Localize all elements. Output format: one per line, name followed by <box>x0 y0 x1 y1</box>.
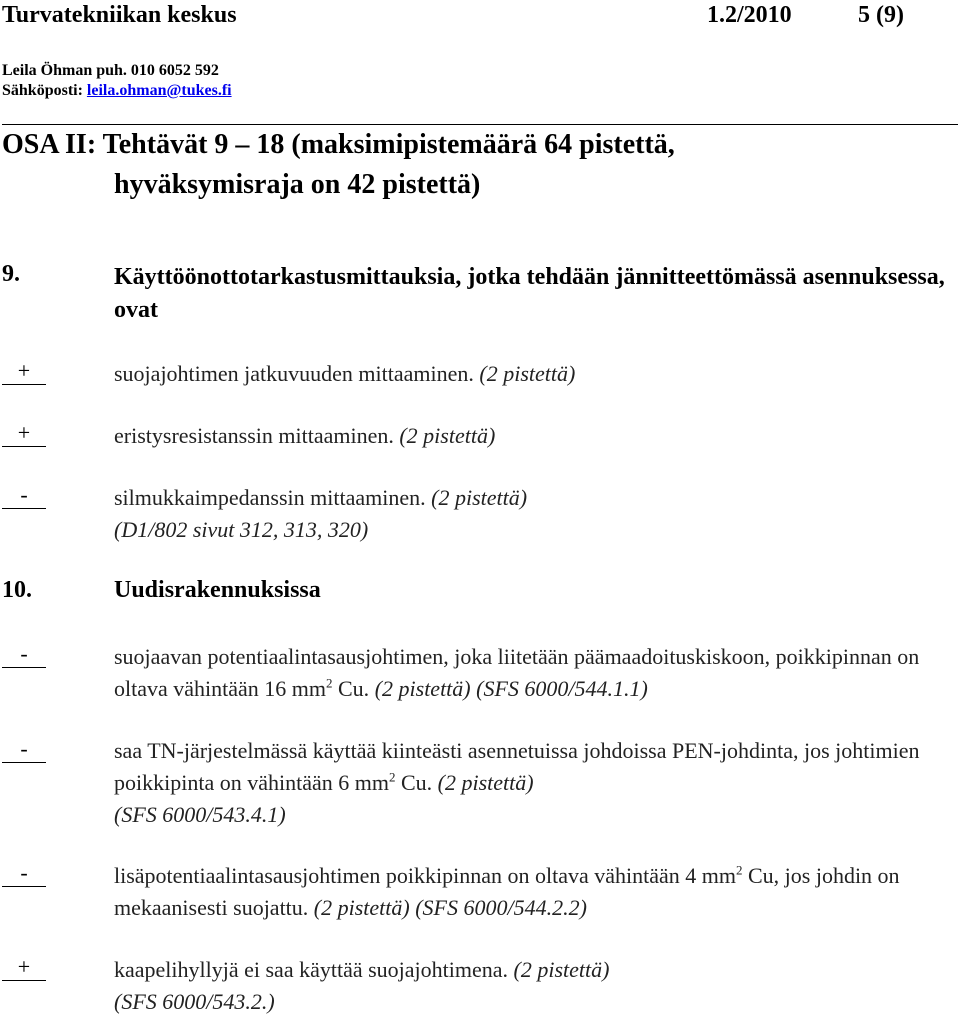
answer-text: suojajohtimen jatkuvuuden mittaaminen. (2 pistettä) <box>114 361 576 386</box>
answer-reference: (D1/802 sivut 312, 313, 320) <box>114 517 369 542</box>
contact-line: Leila Öhman puh. 010 6052 592 <box>2 62 219 79</box>
answer-mark: - <box>2 862 46 887</box>
answer-text: eristysresistanssin mittaaminen. (2 pistettä) <box>114 423 496 448</box>
answer-mark: + <box>2 360 46 385</box>
email-link[interactable]: leila.ohman@tukes.fi <box>86 82 232 99</box>
answer-mark: - <box>2 484 46 509</box>
answer-text: lisäpotentiaalintasausjohtimen poikkipinnan on oltava vähintään 4 $mm^2$ Cu, jos johdin on mekaanisesti suojattu. (2 pistettä) (SFS 6000/544.2.2) <box>114 862 900 920</box>
page-number: 5 (9) <box>858 2 904 28</box>
answer-text: kaapelihyllyjä ei saa käyttää suojajohtimena. (2 pistettä) (SFS 6000/543.2.) <box>114 957 610 1014</box>
question-10-number: 10. <box>2 577 32 603</box>
answer-mark: + <box>2 422 46 447</box>
email-label: Sähköposti: <box>2 82 83 99</box>
header-divider <box>2 124 958 125</box>
answer-reference: (SFS 6000/543.2.) <box>114 989 275 1014</box>
answer-mark: - <box>2 738 46 763</box>
organization-name: Turvatekniikan keskus <box>2 2 237 28</box>
question-9-number: 9. <box>2 261 20 287</box>
section-title-line2: hyväksymisraja on 42 pistettä) <box>114 169 481 200</box>
question-10-text: Uudisrakennuksissa <box>114 577 321 603</box>
answer-text: silmukkaimpedanssin mittaaminen. (2 pistettä) (D1/802 sivut 312, 313, 320) <box>114 485 528 542</box>
email-line <box>2 82 232 100</box>
answer-reference: (SFS 6000/543.4.1) <box>114 802 286 827</box>
answer-mark: + <box>2 956 46 981</box>
answer-mark: - <box>2 643 46 668</box>
answer-text: suojaavan potentiaalintasausjohtimen, joka liitetään päämaadoituskiskoon, poikkipinnan on oltava vähintään 16 $mm^2$ Cu. (2 pistettä) (SFS 6000/544.1.1) <box>114 644 920 701</box>
question-9-text: Käyttöönottotarkastusmittauksia, jotka tehdään jännitteettömässä asennuksessa, ovat <box>114 264 945 323</box>
answer-text: saa TN-järjestelmässä käyttää kiinteästi asennetuissa johdoissa PEN-johdinta, jos johtimien poikkipinta on vähintään 6 $mm^2$ Cu. (2 pistettä) (SFS 6000/543.4.1) <box>114 738 920 827</box>
section-title-line1: OSA II: Tehtävät 9 – 18 (maksimipistemäärä 64 pistettä, <box>2 129 675 160</box>
document-date: 1.2/2010 <box>707 2 792 28</box>
